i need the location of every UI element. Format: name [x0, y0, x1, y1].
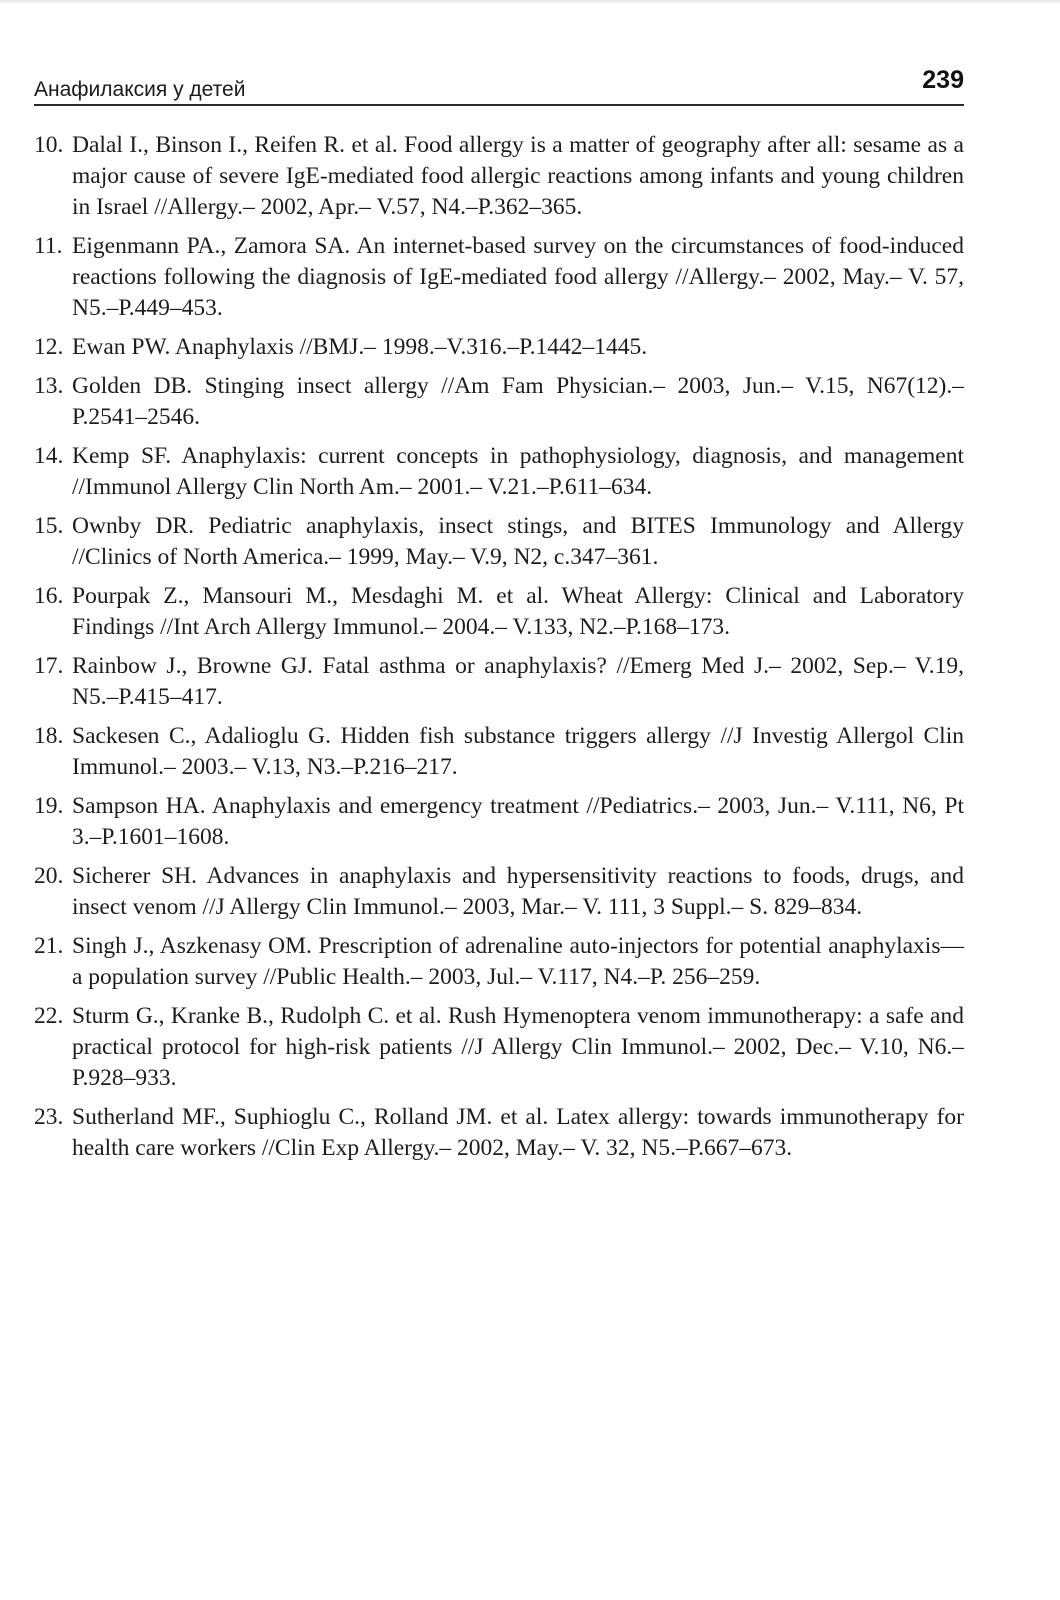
reference-number: 18. — [34, 723, 64, 749]
page-number: 239 — [922, 66, 964, 94]
reference-text: Sturm G., Kranke B., Rudolph C. et al. Rush Hymenoptera venom immunotherapy: a safe and practical protocol for high-risk patients //J Allergy Clin Immunol.– 2002, Dec.– V.10, N6.–P.928–933. — [72, 1003, 964, 1091]
reference-number: 15. — [34, 513, 64, 539]
running-title: Анафилаксия у детей — [34, 78, 246, 101]
reference-text: Golden DB. Stinging insect allergy //Am Fam Physician.– 2003, Jun.– V.15, N67(12).– P.2541–2546. — [72, 373, 964, 430]
reference-text: Kemp SF. Anaphylaxis: current concepts in pathophysiology, diagnosis, and management //Immunol Allergy Clin North Am.– 2001.– V.21.–P.611–634. — [72, 443, 964, 500]
reference-item — [34, 581, 964, 643]
reference-text: Sackesen C., Adalioglu G. Hidden fish substance triggers allergy //J Investig Allergol Clin Immunol.– 2003.– V.13, N3.–P.216–217. — [72, 723, 964, 780]
reference-item — [34, 931, 964, 993]
reference-number: 21. — [34, 933, 64, 959]
reference-number: 19. — [34, 793, 64, 819]
reference-number: 14. — [34, 443, 64, 469]
reference-item — [34, 651, 964, 713]
reference-item — [34, 861, 964, 923]
reference-number: 11. — [34, 233, 63, 259]
reference-text: Ownby DR. Pediatric anaphylaxis, insect stings, and BITES Immunology and Allergy //Clinics of North America.– 1999, May.– V.9, N2, c.347–361. — [72, 513, 964, 570]
reference-number: 17. — [34, 653, 64, 679]
reference-text: Singh J., Aszkenasy OM. Prescription of adrenaline auto-injectors for potential anaphylaxis—a population survey //Public Health.– 2003, Jul.– V.117, N4.–P. 256–259. — [72, 933, 964, 990]
reference-number: 23. — [34, 1104, 64, 1130]
page-top-edge — [0, 0, 1060, 4]
reference-item — [34, 231, 964, 324]
reference-item — [34, 721, 964, 783]
reference-text: Ewan PW. Anaphylaxis //BMJ.– 1998.–V.316.–P.1442–1445. — [72, 334, 648, 360]
reference-item — [34, 332, 964, 363]
reference-number: 20. — [34, 863, 64, 889]
reference-list — [34, 130, 964, 1172]
reference-item — [34, 511, 964, 573]
reference-text: Pourpak Z., Mansouri M., Mesdaghi M. et al. Wheat Allergy: Clinical and Laboratory Findings //Int Arch Allergy Immunol.– 2004.– V.133, N2.–P.168–173. — [72, 583, 964, 640]
reference-number: 10. — [34, 132, 64, 158]
reference-number: 12. — [34, 334, 64, 360]
reference-text: Sutherland MF., Suphioglu C., Rolland JM. et al. Latex allergy: towards immunotherapy for health care workers //Clin Exp Allergy.– 2002, May.– V. 32, N5.–P.667–673. — [72, 1104, 964, 1161]
reference-item — [34, 1001, 964, 1094]
reference-text: Sicherer SH. Advances in anaphylaxis and hypersensitivity reactions to foods, drugs, and insect venom //J Allergy Clin Immunol.– 2003, Mar.– V. 111, 3 Suppl.– S. 829–834. — [72, 863, 964, 920]
reference-number: 16. — [34, 583, 64, 609]
reference-item — [34, 371, 964, 433]
reference-text: Dalal I., Binson I., Reifen R. et al. Food allergy is a matter of geography after all: sesame as a major cause of severe IgE-mediated food allergic reactions among infants and young children in Israel //Allergy.– 2002, Apr.– V.57, N4.–P.362–365. — [72, 132, 964, 220]
reference-item — [34, 791, 964, 853]
reference-number: 13. — [34, 373, 64, 399]
reference-text: Eigenmann PA., Zamora SA. An internet-based survey on the circumstances of food-induced reactions following the diagnosis of IgE-mediated food allergy //Allergy.– 2002, May.– V. 57, N5.–P.449–453. — [72, 233, 964, 321]
reference-item — [34, 130, 964, 223]
reference-item — [34, 1102, 964, 1164]
reference-text: Rainbow J., Browne GJ. Fatal asthma or anaphylaxis? //Emerg Med J.– 2002, Sep.– V.19, N5.–P.415–417. — [72, 653, 964, 710]
page-header — [34, 62, 964, 106]
reference-item — [34, 441, 964, 503]
reference-text: Sampson HA. Anaphylaxis and emergency treatment //Pediatrics.– 2003, Jun.– V.111, N6, Pt 3.–P.1601–1608. — [72, 793, 964, 850]
reference-number: 22. — [34, 1003, 64, 1029]
